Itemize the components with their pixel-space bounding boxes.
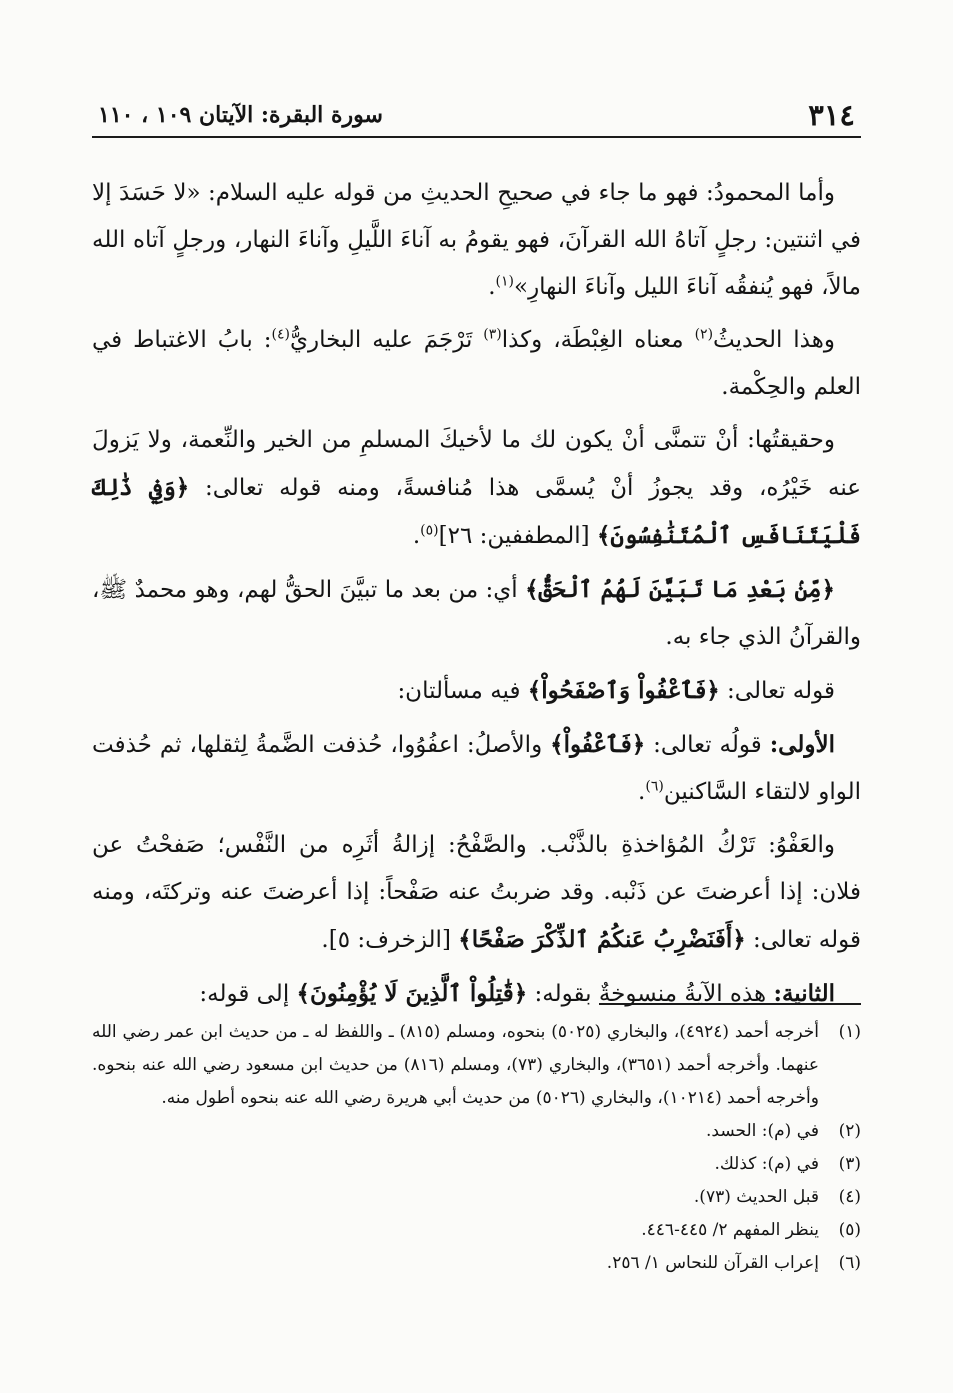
paragraph-text: : بابُ الاغتباط في العلم والحِكْمة. xyxy=(92,327,861,400)
footnote-text: قبل الحديث (٧٣). xyxy=(693,1187,819,1207)
paragraph-text: فيه مسألتان: xyxy=(397,678,528,704)
footnote xyxy=(92,1247,861,1280)
footnote xyxy=(92,1016,861,1115)
footnote-ref[interactable]: (١) xyxy=(495,273,514,290)
paragraph-text: إلى قوله: xyxy=(199,981,297,1007)
quran-verse: ﴿مِّنۢ بَعْدِ مَا تَبَيَّنَ لَهُمُ ٱلْحَقُّ﴾ xyxy=(525,576,835,603)
paragraph xyxy=(92,566,861,661)
main-text xyxy=(92,170,861,1024)
footnotes xyxy=(92,1016,861,1280)
citation: [الزخرف: ٥]. xyxy=(321,927,459,953)
paragraph-text: وهذا الحديثُ xyxy=(713,327,835,353)
footnote-text: إعراب القرآن للنحاس ١/ ٢٥٦. xyxy=(606,1253,819,1273)
paragraph: وأما المحمودُ: فهو ما جاء في صحيحِ الحديثِ من قوله عليه السلام: «لا حَسَدَ إلا في اثنتين: رجلٍ آتاهُ الله القرآنَ، فهو يقومُ به آناءَ اللَّيلِ وآناءَ النهار، ورجلٍ آتاه الله مالاً، فهو يُنفقُه آناءَ الليل وآناءَ النهارِ»$^{(١)}$. xyxy=(92,180,861,300)
footnote-text: في (م): كذلك. xyxy=(714,1154,819,1174)
paragraph-text: هذه الآيةُ منسوخةٌ بقوله: xyxy=(527,981,774,1007)
paragraph xyxy=(92,970,861,1018)
paragraph-text: وحقيقتُها: أنْ تتمنَّى أنْ يكون لك ما لأخيكَ المسلمِ من الخير والنِّعمة، ولا يَزولَ عنه خَيْرُه، وقد يجوزُ أنْ يُسمَّى هذا مُنافسةً، ومنه قوله تعالى: xyxy=(92,427,861,501)
footnote xyxy=(92,1148,861,1181)
quran-verse: ﴿قَٰتِلُواْ ٱلَّذِينَ لَا يُؤْمِنُونَ﴾ xyxy=(296,980,528,1007)
footnote-ref[interactable]: (٤) xyxy=(271,326,290,343)
page-header xyxy=(92,96,861,138)
footnote-text: ينظر المفهم ٢/ ٤٤٥-٤٤٦. xyxy=(641,1220,819,1240)
paragraph xyxy=(92,822,861,964)
footnote xyxy=(92,1115,861,1148)
paragraph-text: قوله تعالى: xyxy=(719,678,835,704)
issue-heading: الأولى: xyxy=(769,731,835,758)
paragraph-text: قولُه تعالى: xyxy=(645,732,770,758)
paragraph-text: معناه الغِبْطَة، وكذا xyxy=(501,327,695,353)
page-number: ٣١٤ xyxy=(808,98,855,132)
footnote-number: (١) xyxy=(838,1022,861,1042)
footnote-number: (٥) xyxy=(838,1220,861,1240)
footnote xyxy=(92,1181,861,1214)
footnote-ref[interactable]: (٥) xyxy=(420,522,439,539)
footnote-ref[interactable]: (٢) xyxy=(694,326,714,343)
paragraph: وحقيقتُها: أنْ تتمنَّى أنْ يكون لك ما لأخيكَ المسلمِ من الخير والنِّعمة، ولا يَزولَ عنه خَيْرُه، وقد يجوزُ أنْ يُسمَّى هذا مُنافسةً، ومنه قوله تعالى: ﴿وَفِي ذَٰلِكَ فَلْيَتَنَافَسِ ٱلْمُتَنَٰفِسُونَ﴾ [المطففين: ٢٦]$^{(٥)}$. xyxy=(92,427,861,549)
footnote-separator xyxy=(599,1003,861,1005)
footnote xyxy=(92,1214,861,1247)
paragraph: الأولى: قولُه تعالى: ﴿فَٱعْفُواْ﴾ والأصلُ: اعفُوُوا، حُذفت الضَّمةُ لِثقلها، ثم حُذفت الواو لالتقاء السَّاكنين$^{(٦)}$. xyxy=(92,731,861,805)
issue-heading: الثانية: xyxy=(773,980,835,1007)
running-head: سورة البقرة: الآيتان ١٠٩ ، ١١٠ xyxy=(98,102,383,128)
paragraph-text: والأصلُ: اعفُوُوا، حُذفت الضَّمةُ لِثقلها، ثم حُذفت الواو لالتقاء السَّاكنين xyxy=(92,732,861,805)
paragraph xyxy=(92,667,861,715)
footnote-number: (٣) xyxy=(838,1154,861,1174)
quran-verse: ﴿فَٱعْفُواْ وَٱصْفَحُواْ﴾ xyxy=(527,677,720,704)
footnote-ref[interactable]: (٣) xyxy=(483,326,502,343)
footnote-ref[interactable]: (٦) xyxy=(645,778,664,795)
paragraph-text: وأما المحمودُ: فهو ما جاء في صحيحِ الحديثِ من قوله عليه السلام: «لا حَسَدَ إلا في اثنتين: رجلٍ آتاهُ الله القرآنَ، فهو يقومُ به آناءَ اللَّيلِ وآناءَ النهار، ورجلٍ آتاه الله مالاً، فهو يُنفقُه آناءَ الليل وآناءَ النهارِ» xyxy=(92,180,861,300)
quran-verse: ﴿وَفِي ذَٰلِكَ فَلْيَتَنَافَسِ ٱلْمُتَنَٰفِسُونَ﴾ xyxy=(92,474,861,549)
quran-verse: ﴿فَٱعْفُواْ﴾ xyxy=(550,731,646,758)
citation: [المطففين: ٢٦] xyxy=(438,523,597,549)
quran-verse: ﴿أَفَنَضْرِبُ عَنكُمُ ٱلذِّكْرَ صَفْحًا﴾ xyxy=(458,926,746,953)
paragraph-text: تَرْجَمَ عليه البخاريُّ xyxy=(289,327,484,353)
footnote-number: (٦) xyxy=(838,1253,861,1273)
footnote-text: في (م): الحسد. xyxy=(706,1121,819,1141)
footnote-number: (٤) xyxy=(838,1187,861,1207)
paragraph xyxy=(92,317,861,411)
footnote-text: أخرجه أحمد (٤٩٢٤)، والبخاري (٥٠٢٥) بنحوه، ومسلم (٨١٥) ـ واللفظ له ـ من حديث ابن عمر رضي الله عنهما. وأخرجه أحمد (٣٦٥١)، والبخاري (٧٣)، ومسلم (٨١٦) من حديث ابن مسعود رضي الله عنه بنحوه. وأخرجه أحمد (١٠٢١٤)، والبخاري (٥٠٢٦) من حديث أبي هريرة رضي الله عنه بنحوه أطول منه. xyxy=(92,1022,819,1108)
paragraph-text: أي: من بعد ما تبيَّنَ الحقُّ لهم، وهو محمدٌ ﷺ، والقرآنُ الذي جاء به. xyxy=(92,577,861,650)
paragraph-text: والعَفْوُ: تَرْكُ المُؤاخذةِ بالذَّنْب. والصَّفْحُ: إزالةُ أثَرِه من النَّفْس؛ صَفحْتُ عن فلان: إذا أعرضتَ عن ذَنْبه. وقد ضربتُ عنه صَفْحاً: إذا أعرضتَ عنه وتركتَه، ومنه قوله تعالى: xyxy=(92,832,861,953)
footnote-number: (٢) xyxy=(838,1121,861,1141)
